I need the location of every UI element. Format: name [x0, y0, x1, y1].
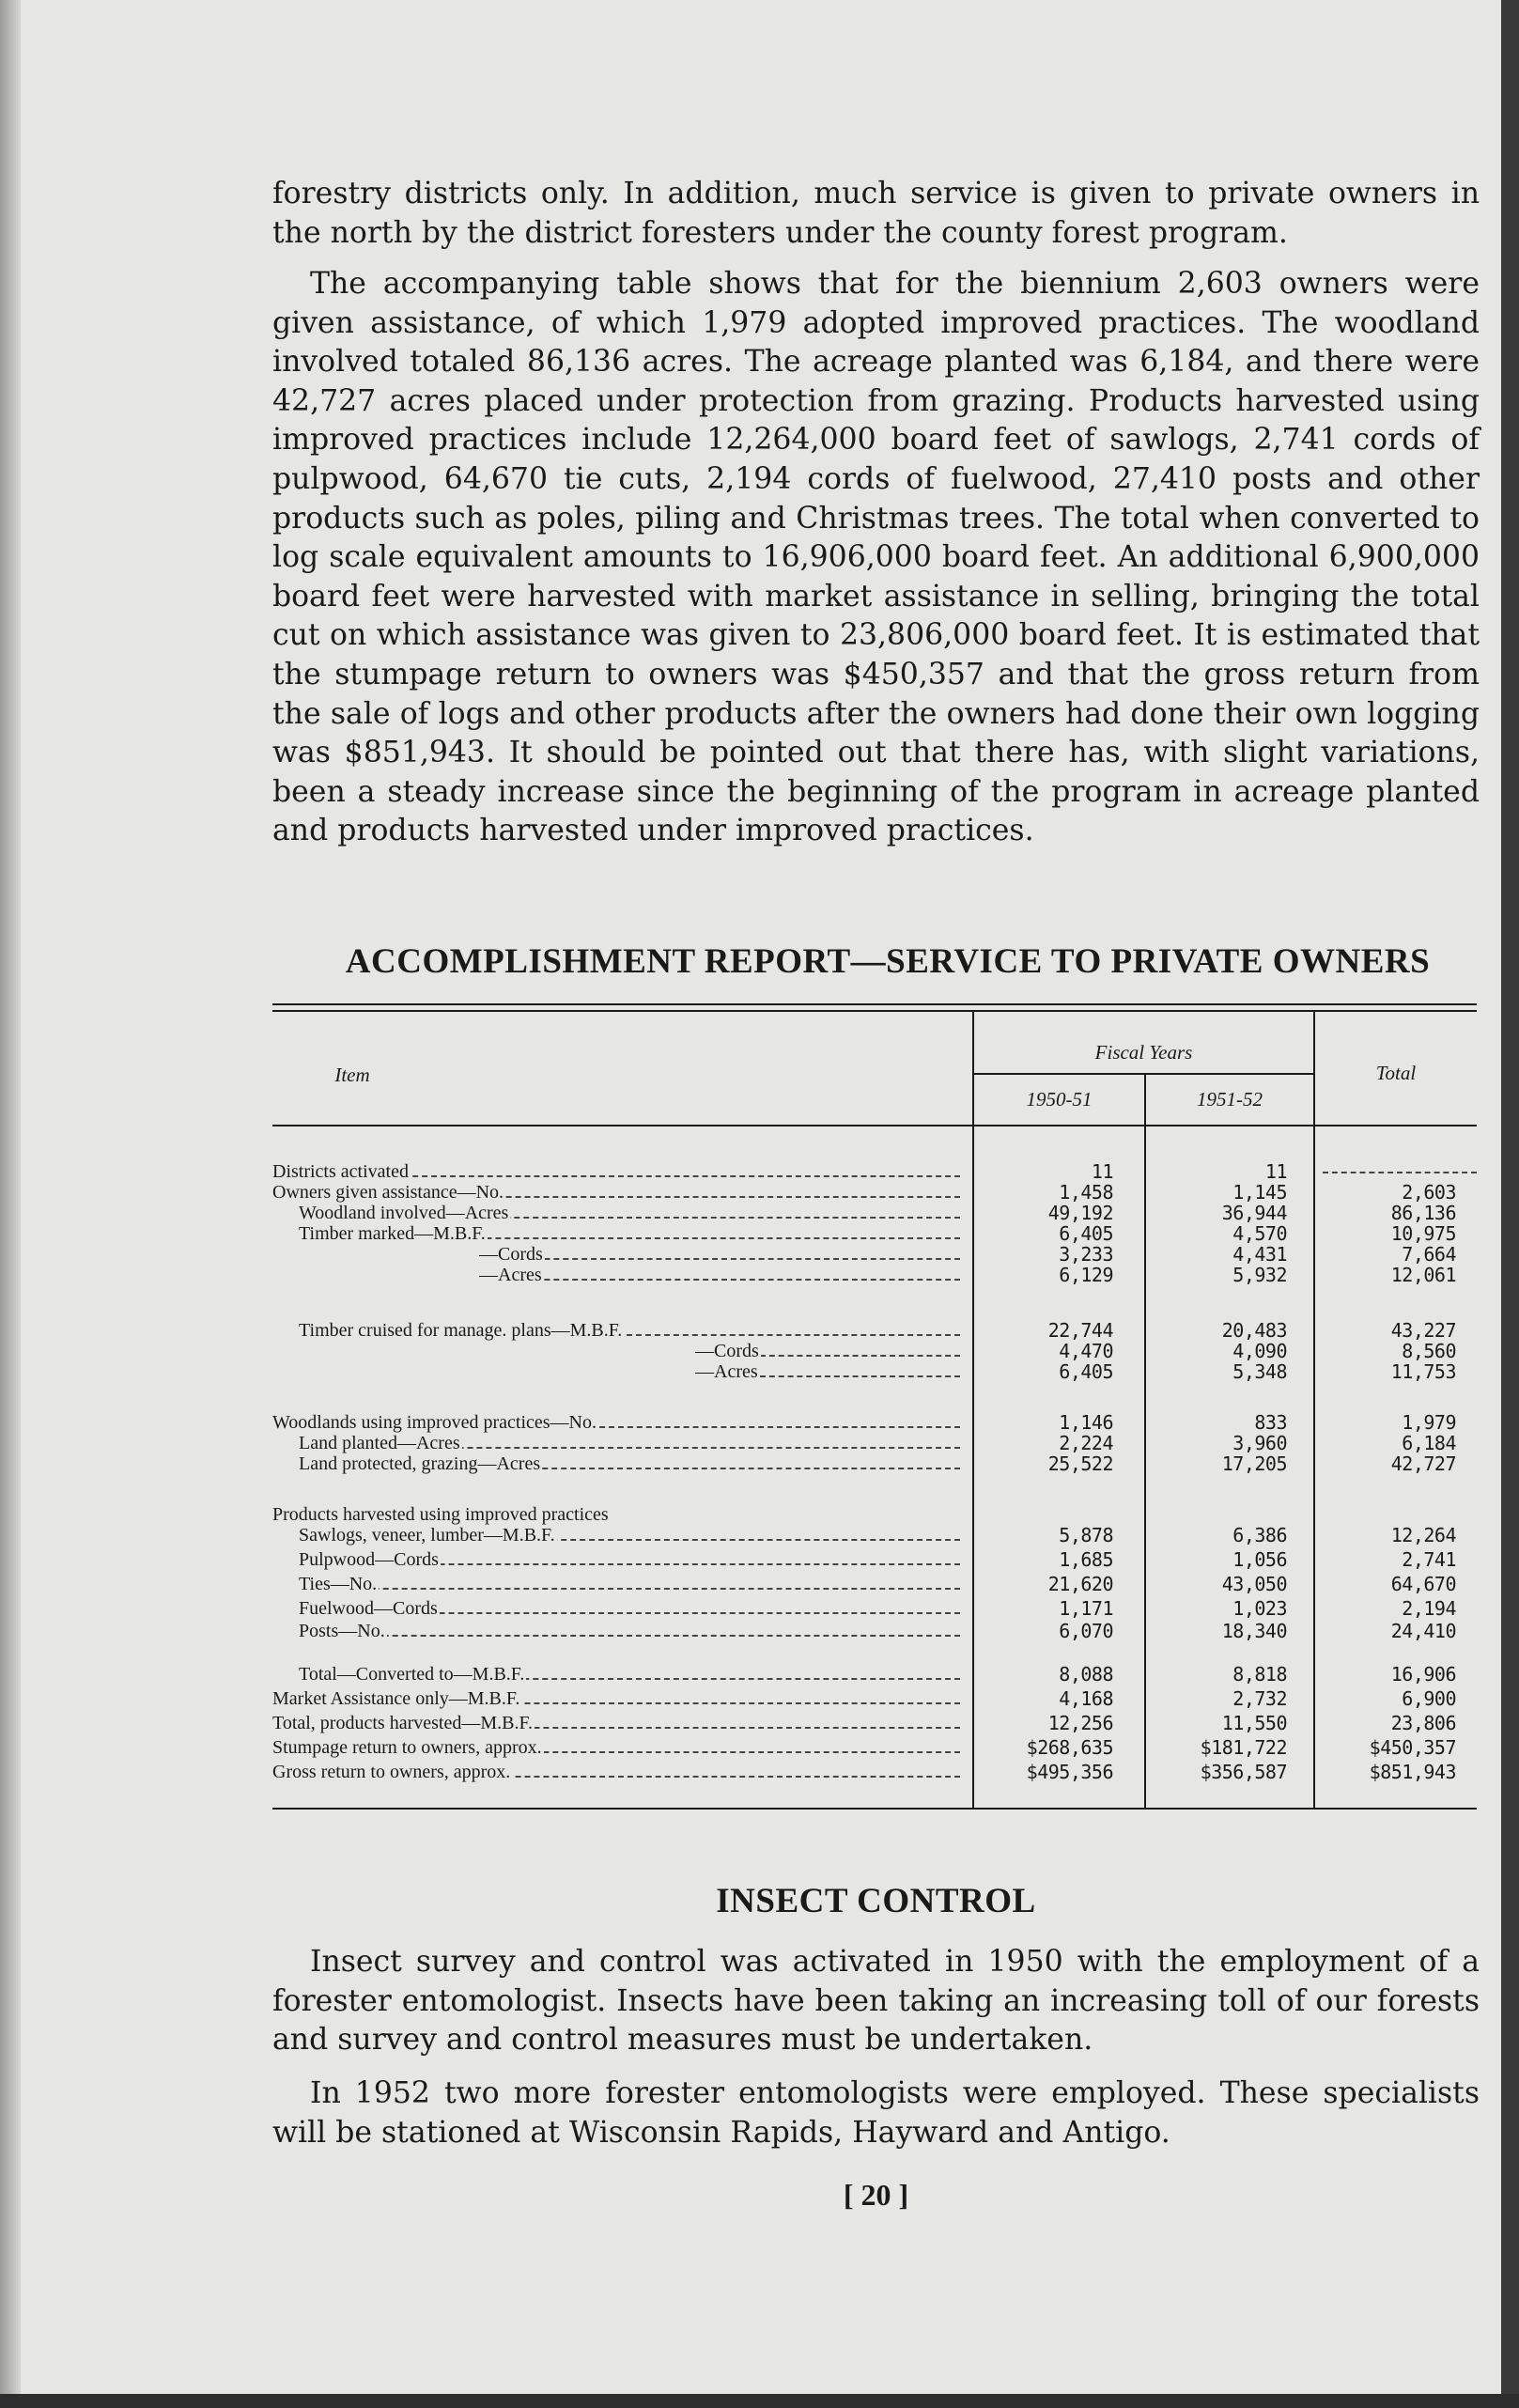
row-value-1950-51: 12,256	[1047, 1712, 1113, 1734]
row-label: Ties—No.	[299, 1574, 960, 1594]
intro-paragraph-2-text: The accompanying table shows that for the biennium 2,603 owners were given assistance, of which 1,979 adopted improved practices. The woodland involved totaled 86,136 acres. The acreage planted was 6,184, and there were 42,727 acres placed under protection from grazing. Products harvested using improved practices include 12,264,000 board feet of sawlogs, 2,741 cords of pulpwood, 64,670 tie cuts, 2,194 cords of fuelwood, 27,410 posts and other products such as poles, piling and Christmas trees. The total when converted to log scale equivalent amounts to 16,906,000 board feet. An additional 6,900,000 board feet were harvested with market assistance in selling, bringing the total cut on which assistance was given to 23,806,000 board feet. It is estimated that the stumpage return to owners was $450,357 and that the gross return from the sale of logs and other products after the owners had done their own logging was $851,943. It should be pointed out that there has, with slight variations, been a steady increase since the beginning of the program in acreage planted and products harvested under improved practices.	[272, 267, 1480, 848]
row-value-1951-52: 17,205	[1221, 1453, 1287, 1475]
row-label: —Acres	[479, 1265, 960, 1285]
row-label: Timber cruised for manage. plans—M.B.F.	[299, 1320, 960, 1341]
row-value-1951-52: 8,818	[1232, 1663, 1287, 1686]
row-value-1951-52: 20,483	[1221, 1319, 1287, 1342]
row-value-1950-51: 3,233	[1059, 1243, 1113, 1266]
row-value-total: 11,753	[1390, 1360, 1456, 1383]
row-label: Timber marked—M.B.F.	[299, 1223, 960, 1244]
row-value-1951-52: 1,145	[1232, 1181, 1287, 1204]
row-value-1951-52: 18,340	[1221, 1620, 1287, 1642]
row-value-1951-52: 11,550	[1221, 1712, 1287, 1734]
row-value-total: 8,560	[1402, 1340, 1456, 1362]
row-label: Fuelwood—Cords	[299, 1598, 960, 1619]
header-year-1950-51: 1950-51	[1026, 1088, 1093, 1111]
row-label: Woodland involved—Acres	[299, 1203, 960, 1223]
row-value-1951-52: 5,348	[1232, 1360, 1287, 1383]
row-label: Land protected, grazing—Acres	[299, 1453, 960, 1474]
row-value-1950-51: 8,088	[1059, 1663, 1113, 1686]
row-value-1951-52: 1,023	[1232, 1597, 1287, 1620]
intro-paragraph-1	[272, 175, 1480, 253]
table-vline-2	[1144, 1075, 1146, 1808]
row-value-1950-51: 1,146	[1059, 1411, 1113, 1434]
row-value-total: 12,061	[1390, 1264, 1456, 1286]
row-value-1950-51: 11	[1091, 1160, 1113, 1183]
header-total: Total	[1375, 1062, 1417, 1084]
row-value-1950-51: 1,171	[1059, 1597, 1113, 1620]
row-label: Owners given assistance—No.	[272, 1182, 960, 1203]
report-title: ACCOMPLISHMENT REPORT—SERVICE TO PRIVATE OWNERS	[345, 942, 1431, 981]
row-label: Stumpage return to owners, approx.	[272, 1737, 960, 1758]
row-label: Districts activated	[272, 1161, 960, 1182]
row-value-1951-52: $181,722	[1200, 1736, 1287, 1759]
row-value-1950-51: 4,168	[1059, 1687, 1113, 1710]
fiscal-years-rule	[972, 1073, 1313, 1075]
insect-paragraph-1	[272, 1943, 1480, 2060]
row-label: Market Assistance only—M.B.F.	[272, 1688, 960, 1709]
row-value-1950-51: 6,129	[1059, 1264, 1113, 1286]
insect-paragraph-1-text: Insect survey and control was activated in 1950 with the employment of a forester entomologist. Insects have been taking an increasing toll of our forests and survey and control measures must be undertaken.	[272, 1945, 1480, 2058]
row-value-1951-52: 4,570	[1232, 1222, 1287, 1245]
row-value-total: 10,975	[1390, 1222, 1456, 1245]
row-value-total: 2,603	[1402, 1181, 1456, 1204]
table-top-rule-2	[272, 1010, 1477, 1012]
row-value-1950-51: 21,620	[1047, 1573, 1113, 1595]
row-value-1950-51: 25,522	[1047, 1453, 1113, 1475]
row-label: —Cords	[479, 1244, 960, 1265]
row-label: Gross return to owners, approx.	[272, 1762, 960, 1782]
table-bottom-rule	[272, 1808, 1477, 1810]
row-label: Total, products harvested—M.B.F.	[272, 1713, 960, 1733]
row-value-1951-52: 3,960	[1232, 1432, 1287, 1454]
row-value-1950-51: 6,405	[1059, 1222, 1113, 1245]
row-value-total: 43,227	[1390, 1319, 1456, 1342]
table-vline-1	[972, 1012, 974, 1808]
row-label: —Cords	[695, 1341, 960, 1361]
row-value-1950-51: 1,685	[1059, 1548, 1113, 1571]
row-value-1951-52: $356,587	[1200, 1761, 1287, 1783]
page-bottom-edge	[0, 2394, 1519, 2408]
row-value-1950-51: 6,405	[1059, 1360, 1113, 1383]
row-value-1950-51: 1,458	[1059, 1181, 1113, 1204]
page-number: [ 20 ]	[843, 2178, 909, 2212]
row-value-total: $450,357	[1369, 1736, 1456, 1759]
products-heading: Products harvested using improved practices	[272, 1504, 609, 1525]
row-label: Total—Converted to—M.B.F.	[299, 1664, 960, 1685]
row-value-total: 7,664	[1402, 1243, 1456, 1266]
table-top-rule-1	[272, 1003, 1477, 1005]
row-value-1951-52: 4,090	[1232, 1340, 1287, 1362]
row-value-1951-52: 833	[1254, 1411, 1287, 1434]
total-blank-leader	[1323, 1172, 1477, 1173]
insect-paragraph-2	[272, 2074, 1480, 2152]
row-value-1951-52: 36,944	[1221, 1202, 1287, 1224]
row-value-total: 6,900	[1402, 1687, 1456, 1710]
row-value-total: 42,727	[1390, 1453, 1456, 1475]
row-value-1950-51: 2,224	[1059, 1432, 1113, 1454]
row-value-1951-52: 43,050	[1221, 1573, 1287, 1595]
row-value-total: $851,943	[1369, 1761, 1456, 1783]
row-value-total: 23,806	[1390, 1712, 1456, 1734]
row-value-1950-51: 49,192	[1047, 1202, 1113, 1224]
page-right-edge	[1501, 0, 1519, 2408]
row-value-1951-52: 6,386	[1232, 1524, 1287, 1546]
header-year-1951-52: 1951-52	[1197, 1088, 1263, 1111]
row-label: Pulpwood—Cords	[299, 1549, 960, 1570]
row-value-1950-51: 6,070	[1059, 1620, 1113, 1642]
header-item: Item	[334, 1064, 370, 1086]
row-label: —Acres	[695, 1361, 960, 1382]
row-value-1950-51: $495,356	[1026, 1761, 1113, 1783]
insect-control-title: INSECT CONTROL	[716, 1882, 1036, 1920]
row-value-total: 86,136	[1390, 1202, 1456, 1224]
row-value-total: 12,264	[1390, 1524, 1456, 1546]
row-value-total: 24,410	[1390, 1620, 1456, 1642]
row-value-1951-52: 1,056	[1232, 1548, 1287, 1571]
page-binding-shadow	[0, 0, 21, 2408]
row-value-1950-51: 5,878	[1059, 1524, 1113, 1546]
row-value-1951-52: 5,932	[1232, 1264, 1287, 1286]
row-value-1950-51: $268,635	[1026, 1736, 1113, 1759]
table-vline-3	[1313, 1012, 1315, 1808]
row-value-1951-52: 2,732	[1232, 1687, 1287, 1710]
row-value-total: 16,906	[1390, 1663, 1456, 1686]
row-value-total: 2,194	[1402, 1597, 1456, 1620]
row-value-total: 64,670	[1390, 1573, 1456, 1595]
row-value-total: 2,741	[1402, 1548, 1456, 1571]
header-fiscal-years: Fiscal Years	[1094, 1041, 1193, 1064]
row-value-total: 1,979	[1402, 1411, 1456, 1434]
row-label: Woodlands using improved practices—No.	[272, 1412, 960, 1433]
header-bottom-rule	[272, 1125, 1477, 1126]
row-value-1950-51: 4,470	[1059, 1340, 1113, 1362]
intro-paragraph-1-text: forestry districts only. In addition, much service is given to private owners in the north by the district foresters under the county forest program.	[272, 177, 1480, 250]
insect-paragraph-2-text: In 1952 two more forester entomologists were employed. These specialists will be stationed at Wisconsin Rapids, Hayward and Antigo.	[272, 2076, 1480, 2150]
row-value-1951-52: 11	[1264, 1160, 1287, 1183]
intro-paragraph-2	[272, 265, 1480, 851]
row-value-1951-52: 4,431	[1232, 1243, 1287, 1266]
row-label: Land planted—Acres	[299, 1433, 960, 1453]
row-value-total: 6,184	[1402, 1432, 1456, 1454]
row-value-1950-51: 22,744	[1047, 1319, 1113, 1342]
row-label: Posts—No.	[299, 1621, 960, 1641]
row-label: Sawlogs, veneer, lumber—M.B.F.	[299, 1525, 960, 1546]
